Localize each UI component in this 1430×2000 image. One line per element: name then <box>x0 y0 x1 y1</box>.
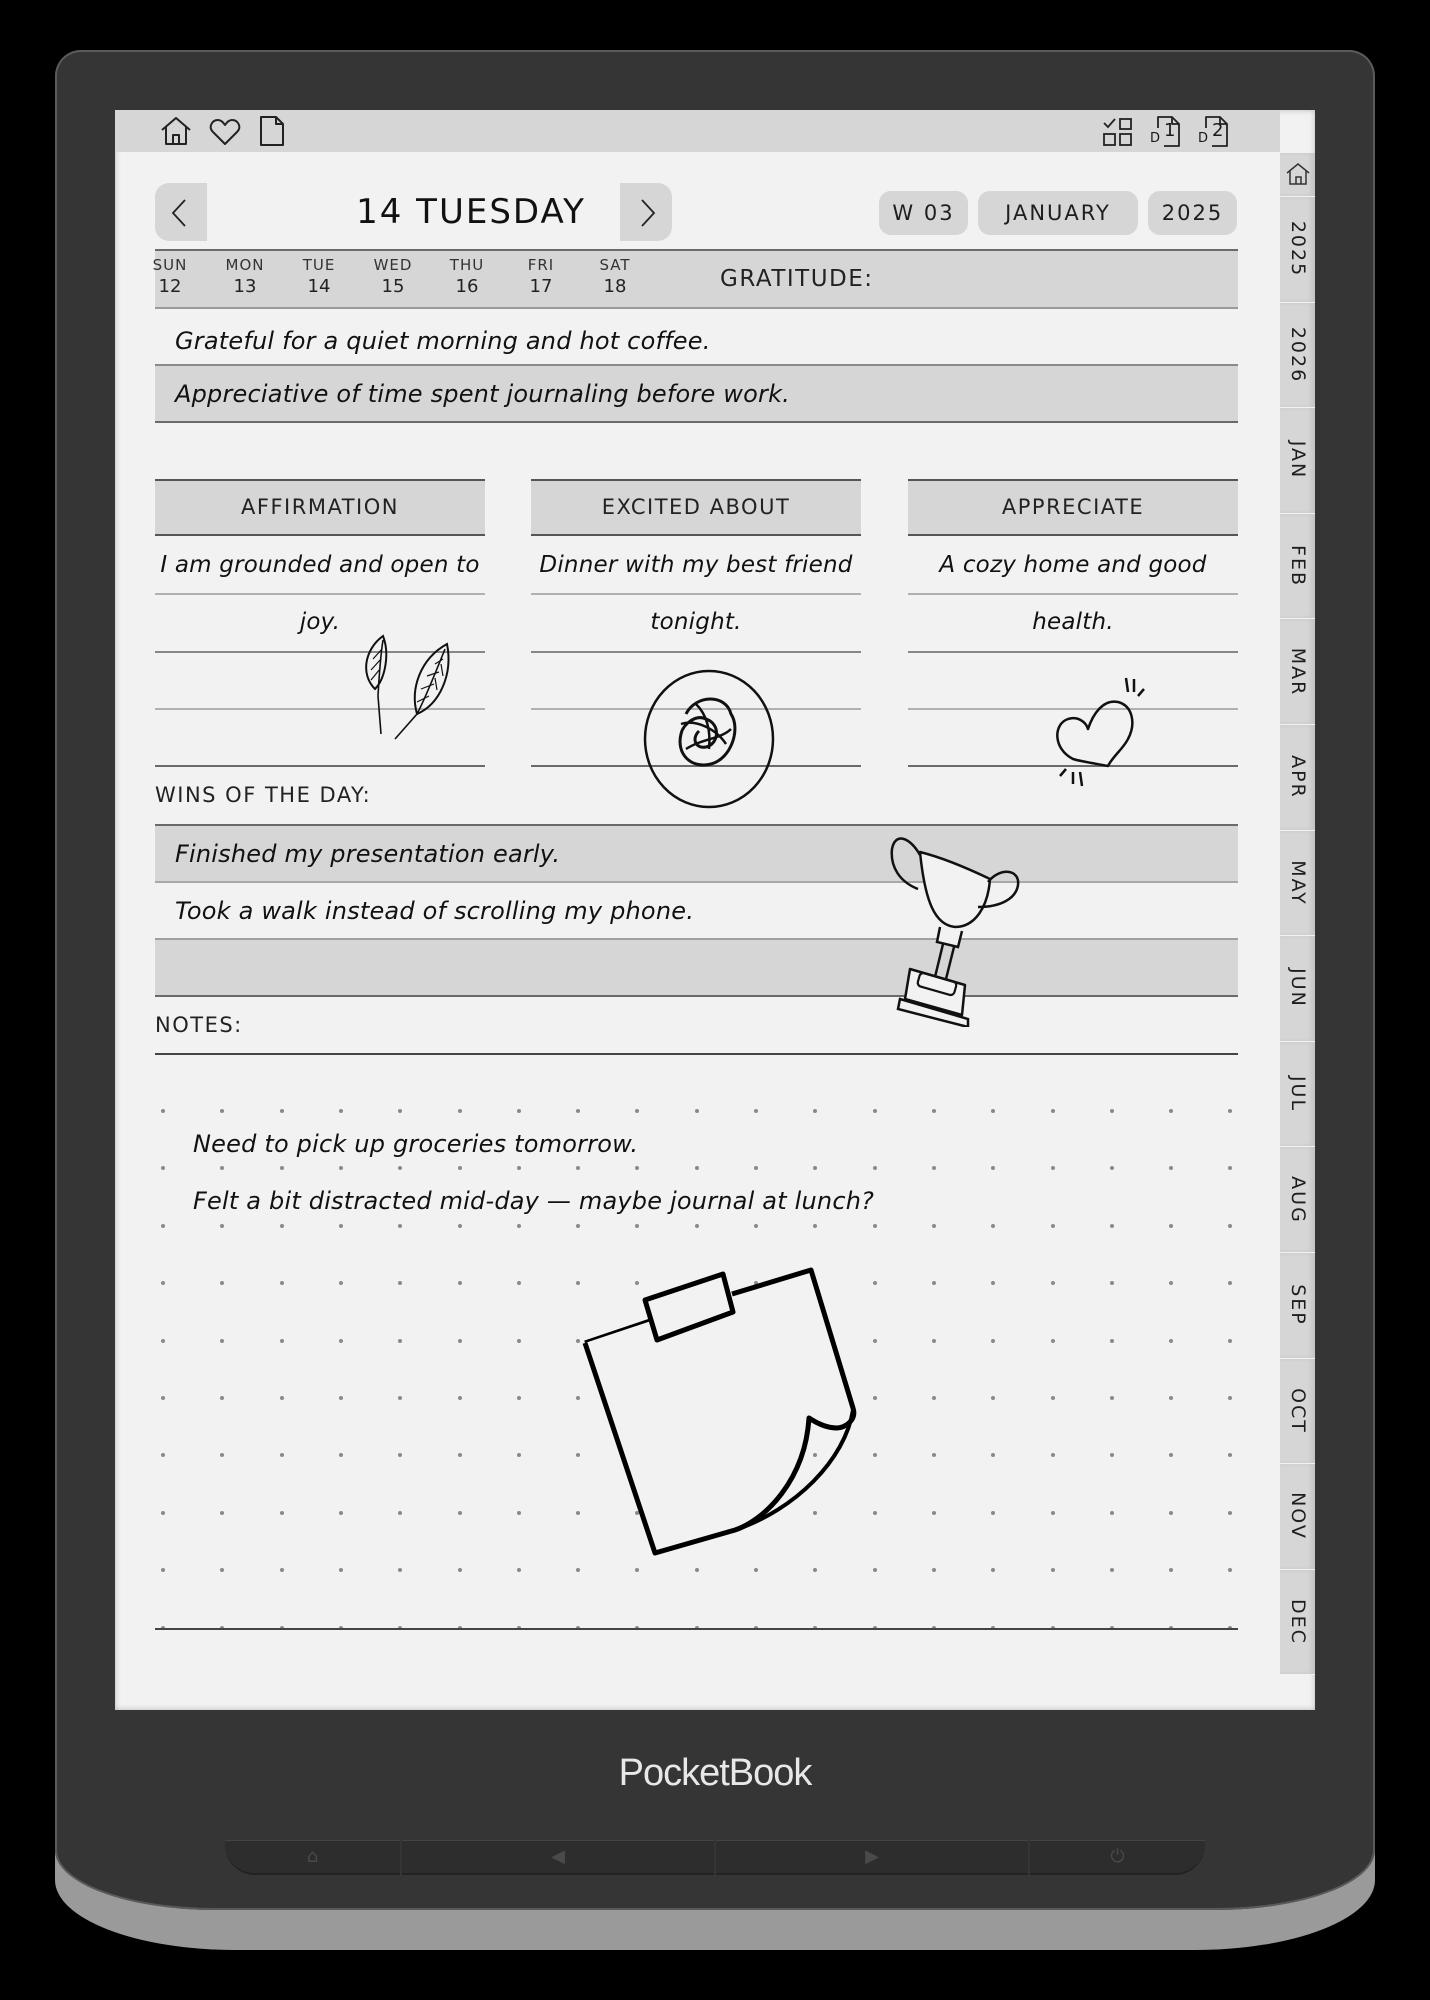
grid-dot <box>220 1396 224 1400</box>
grid-dot <box>161 1396 165 1400</box>
grid-dot <box>458 1453 462 1457</box>
grid-dot <box>754 1109 758 1113</box>
grid-dot <box>932 1281 936 1285</box>
week-pill[interactable]: W 03 <box>879 191 968 235</box>
grid-dot <box>1169 1396 1173 1400</box>
side-tab-sep[interactable]: SEP <box>1280 1253 1315 1359</box>
grid-dot <box>280 1109 284 1113</box>
grid-dot <box>1051 1166 1055 1170</box>
grid-dot <box>991 1281 995 1285</box>
grid-dot <box>1228 1339 1232 1343</box>
side-tab-may[interactable]: MAY <box>1280 831 1315 937</box>
grid-dot <box>635 1166 639 1170</box>
grid-dot <box>458 1511 462 1515</box>
grid-dot <box>991 1511 995 1515</box>
grid-dot <box>932 1224 936 1228</box>
daily-page-1-button[interactable]: D 1 <box>1150 114 1184 148</box>
grid-dot <box>1051 1281 1055 1285</box>
grid-dot <box>1051 1568 1055 1572</box>
notes-label: NOTES: <box>155 1013 243 1037</box>
hw-home-button[interactable] <box>225 1840 400 1875</box>
appreciate-title: APPRECIATE <box>1001 495 1145 519</box>
grid-dot <box>932 1453 936 1457</box>
grid-dot <box>161 1281 165 1285</box>
week-day-sun[interactable]: SUN 12 <box>152 256 188 297</box>
side-tab-feb[interactable]: FEB <box>1280 514 1315 620</box>
week-day-fri[interactable]: FRI 17 <box>527 256 555 297</box>
grid-dot <box>991 1224 995 1228</box>
grid-dot <box>458 1224 462 1228</box>
grid-dot <box>991 1166 995 1170</box>
note-entry[interactable]: Felt a bit distracted mid-day — maybe journal at lunch? <box>193 1187 875 1215</box>
side-tab-2026[interactable]: 2026 <box>1280 303 1315 409</box>
affirmation-line-2[interactable]: joy. <box>299 609 341 635</box>
grid-dot <box>932 1511 936 1515</box>
brand-logo: PocketBook <box>618 1752 812 1794</box>
week-day-mon[interactable]: MON 13 <box>225 256 265 297</box>
grid-dot <box>813 1166 817 1170</box>
side-tab-jun[interactable]: JUN <box>1280 936 1315 1042</box>
grid-dot <box>458 1109 462 1113</box>
grid-dot <box>1051 1511 1055 1515</box>
grid-dot <box>220 1281 224 1285</box>
grid-dot <box>813 1109 817 1113</box>
grid-dot <box>873 1224 877 1228</box>
grid-dot <box>220 1453 224 1457</box>
grid-dot <box>1169 1109 1173 1113</box>
grid-dot <box>339 1166 343 1170</box>
side-tab-nov[interactable]: NOV <box>1280 1464 1315 1570</box>
grid-dot <box>280 1166 284 1170</box>
grid-dot <box>1051 1396 1055 1400</box>
grid-dot <box>695 1166 699 1170</box>
hw-next-page-button[interactable] <box>716 1840 1028 1875</box>
grid-dot <box>991 1453 995 1457</box>
grid-dot <box>398 1166 402 1170</box>
grid-dot <box>1228 1511 1232 1515</box>
side-tab-mar[interactable]: MAR <box>1280 619 1315 725</box>
grid-dot <box>1228 1453 1232 1457</box>
grid-dot <box>280 1224 284 1228</box>
grid-dot <box>1169 1511 1173 1515</box>
grid-dot <box>517 1109 521 1113</box>
wins-label: WINS OF THE DAY: <box>155 783 372 807</box>
side-tab-apr[interactable]: APR <box>1280 725 1315 831</box>
grid-dot <box>339 1224 343 1228</box>
grid-dot <box>873 1109 877 1113</box>
grid-dot <box>1110 1166 1114 1170</box>
grid-dot <box>339 1511 343 1515</box>
grid-dot <box>280 1396 284 1400</box>
side-tab-jan[interactable]: JAN <box>1280 408 1315 514</box>
grid-dot <box>1169 1166 1173 1170</box>
right-arrow-icon: ▶ <box>865 1846 879 1867</box>
excited-about-line-2[interactable]: tonight. <box>650 609 742 635</box>
home-icon <box>1286 163 1310 185</box>
grid-dot <box>339 1453 343 1457</box>
grid-dot <box>398 1396 402 1400</box>
home-icon: ⌂ <box>306 1846 319 1867</box>
gratitude-label: GRATITUDE: <box>720 266 874 292</box>
note-entry[interactable]: Need to pick up groceries tomorrow. <box>193 1130 639 1158</box>
side-tab-oct[interactable]: OCT <box>1280 1359 1315 1465</box>
grid-dot <box>458 1166 462 1170</box>
grid-dot <box>695 1109 699 1113</box>
grid-dot <box>1051 1453 1055 1457</box>
grid-dot <box>932 1568 936 1572</box>
grid-dot <box>932 1396 936 1400</box>
grid-dot <box>398 1511 402 1515</box>
week-day-tue[interactable]: TUE 14 <box>302 256 336 297</box>
grid-dot <box>398 1453 402 1457</box>
side-tab-aug[interactable]: AUG <box>1280 1147 1315 1253</box>
grid-dot <box>161 1166 165 1170</box>
grid-dot <box>280 1453 284 1457</box>
grid-dot <box>1228 1224 1232 1228</box>
grid-dot <box>161 1568 165 1572</box>
win-entry[interactable]: Took a walk instead of scrolling my phone. <box>175 897 695 925</box>
grid-dot <box>398 1109 402 1113</box>
grid-dot <box>398 1281 402 1285</box>
hw-power-button[interactable] <box>1030 1840 1205 1875</box>
grid-dot <box>220 1511 224 1515</box>
grid-dot <box>161 1109 165 1113</box>
year-pill[interactable]: 2025 <box>1148 191 1237 235</box>
excited-about-title: EXCITED ABOUT <box>601 495 791 519</box>
grid-dot <box>576 1224 580 1228</box>
side-tab-jul[interactable]: JUL <box>1280 1042 1315 1148</box>
grid-dot <box>458 1339 462 1343</box>
grid-dot <box>398 1339 402 1343</box>
grid-dot <box>220 1224 224 1228</box>
side-tab-2025[interactable]: 2025 <box>1280 197 1315 303</box>
grid-dot <box>1228 1396 1232 1400</box>
hw-prev-page-button[interactable] <box>402 1840 714 1875</box>
grid-dot <box>1051 1339 1055 1343</box>
day-title: 14 TUESDAY <box>356 192 586 232</box>
grid-dot <box>280 1281 284 1285</box>
grid-dot <box>280 1568 284 1572</box>
grid-dot <box>1228 1568 1232 1572</box>
side-tab-dec[interactable]: DEC <box>1280 1570 1315 1676</box>
grid-dot <box>1110 1396 1114 1400</box>
left-arrow-icon: ◀ <box>551 1846 565 1867</box>
grid-dot <box>458 1396 462 1400</box>
side-tab-strip <box>1280 153 1315 1668</box>
grid-dot <box>398 1568 402 1572</box>
week-day-wed[interactable]: WED 15 <box>373 256 413 297</box>
excited-about-line-1[interactable]: Dinner with my best friend <box>539 552 853 578</box>
week-day-thu[interactable]: THU 16 <box>449 256 485 297</box>
grid-dot <box>1110 1568 1114 1572</box>
sticky-note-sketch-icon <box>575 1250 895 1580</box>
grid-dot <box>517 1568 521 1572</box>
grid-dot <box>220 1166 224 1170</box>
grid-dot <box>458 1281 462 1285</box>
grid-dot <box>517 1396 521 1400</box>
grid-dot <box>517 1511 521 1515</box>
grid-dot <box>517 1453 521 1457</box>
gratitude-entry[interactable]: Grateful for a quiet morning and hot coffee. <box>175 327 711 355</box>
grid-dot <box>220 1109 224 1113</box>
side-tab-home[interactable] <box>1280 153 1315 197</box>
grid-dot <box>873 1166 877 1170</box>
month-pill[interactable]: JANUARY <box>978 191 1138 235</box>
grid-dot <box>339 1339 343 1343</box>
grid-dot <box>1110 1109 1114 1113</box>
grid-dot <box>161 1511 165 1515</box>
grid-dot <box>754 1166 758 1170</box>
grid-dot <box>220 1339 224 1343</box>
grid-dot <box>517 1339 521 1343</box>
grid-dot <box>991 1109 995 1113</box>
grid-dot <box>1110 1511 1114 1515</box>
grid-dot <box>932 1339 936 1343</box>
grid-dot <box>635 1224 639 1228</box>
screen <box>115 110 1315 1710</box>
grid-dot <box>458 1568 462 1572</box>
grid-dot <box>1051 1224 1055 1228</box>
grid-dot <box>339 1281 343 1285</box>
grid-dot <box>517 1166 521 1170</box>
daily-page-2-button[interactable]: D 2 <box>1198 114 1232 148</box>
grid-dot <box>1169 1568 1173 1572</box>
grid-dot <box>576 1109 580 1113</box>
grid-dot <box>220 1568 224 1572</box>
grid-dot <box>339 1568 343 1572</box>
grid-dot <box>1110 1453 1114 1457</box>
grid-dot <box>813 1224 817 1228</box>
grid-dot <box>991 1568 995 1572</box>
grid-dot <box>161 1339 165 1343</box>
grid-dot <box>576 1166 580 1170</box>
affirmation-line-1[interactable]: I am grounded and open to <box>160 552 480 578</box>
grid-dot <box>1169 1339 1173 1343</box>
grid-dot <box>1051 1109 1055 1113</box>
grid-dot <box>1228 1166 1232 1170</box>
grid-dot <box>932 1109 936 1113</box>
affirmation-title: AFFIRMATION <box>241 495 399 519</box>
grid-dot <box>1169 1453 1173 1457</box>
grid-dot <box>280 1511 284 1515</box>
grid-dot <box>991 1339 995 1343</box>
grid-dot <box>695 1224 699 1228</box>
grid-dot <box>339 1396 343 1400</box>
grid-dot <box>517 1281 521 1285</box>
grid-dot <box>398 1224 402 1228</box>
grid-dot <box>1169 1224 1173 1228</box>
grid-dot <box>1169 1281 1173 1285</box>
grid-dot <box>1228 1281 1232 1285</box>
appreciate-line-1[interactable]: A cozy home and good <box>939 552 1207 578</box>
grid-dot <box>280 1339 284 1343</box>
grid-dot <box>991 1396 995 1400</box>
grid-dot <box>1228 1109 1232 1113</box>
grid-dot <box>339 1109 343 1113</box>
grid-dot <box>635 1109 639 1113</box>
power-icon: ⏻ <box>1110 1846 1125 1867</box>
grid-dot <box>517 1224 521 1228</box>
grid-dot <box>161 1224 165 1228</box>
grid-dot <box>161 1453 165 1457</box>
week-day-sat[interactable]: SAT 18 <box>599 256 631 297</box>
appreciate-line-2[interactable]: health. <box>1032 609 1114 635</box>
grid-dot <box>932 1166 936 1170</box>
grid-dot <box>1110 1339 1114 1343</box>
win-entry[interactable]: Finished my presentation early. <box>175 840 561 868</box>
grid-dot <box>1110 1281 1114 1285</box>
grid-dot <box>1110 1224 1114 1228</box>
grid-dot <box>754 1224 758 1228</box>
gratitude-entry[interactable]: Appreciative of time spent journaling before work. <box>175 380 790 408</box>
